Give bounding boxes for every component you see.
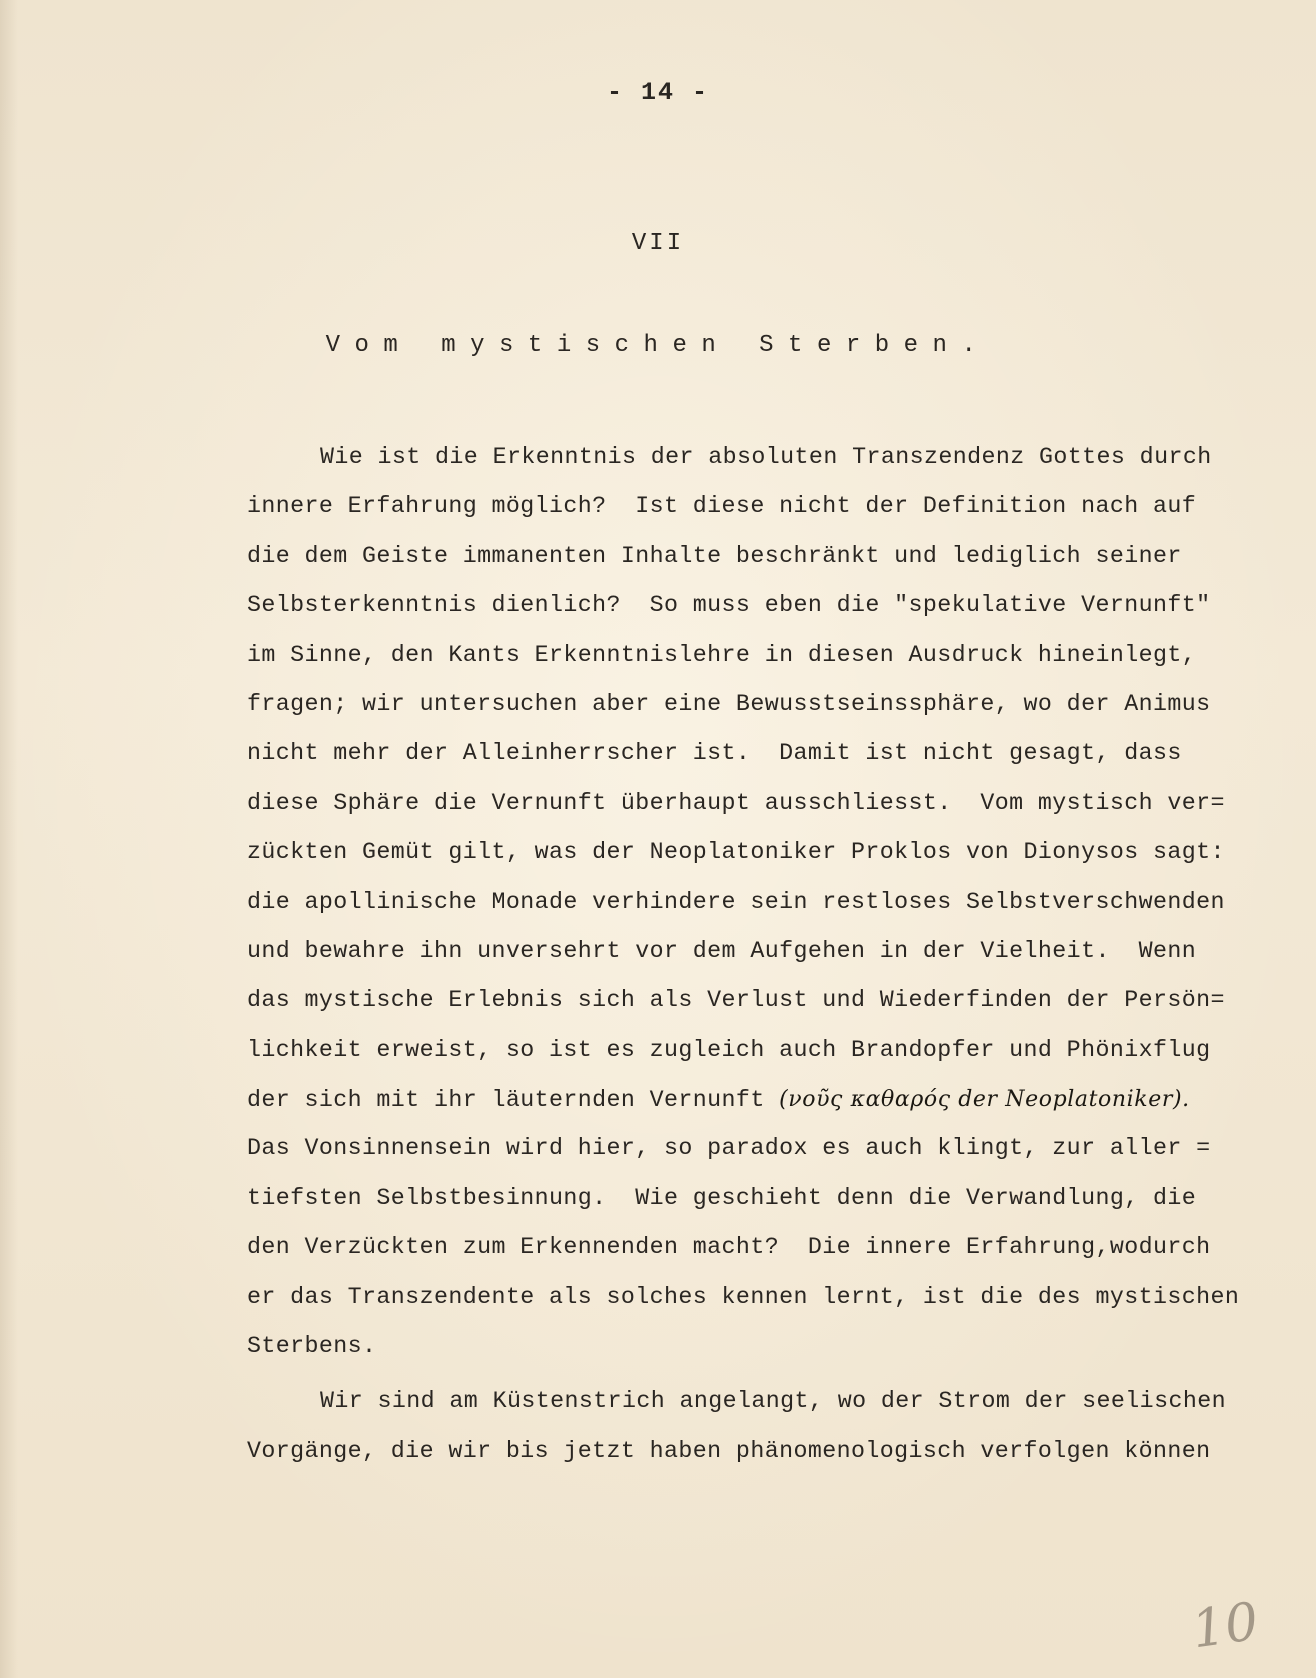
section-title: Vom mystischen Sterben. [325, 332, 991, 359]
text-line [247, 1427, 1267, 1476]
typed-text: lichkeit erweist, so ist es zugleich auch Brandopfer und Phönixflug [247, 1036, 1211, 1063]
typed-text: fragen; wir untersuchen aber eine Bewusstseinssphäre, wo der Animus [247, 690, 1211, 717]
typed-text: die dem Geiste immanenten Inhalte beschränkt und lediglich seiner [247, 542, 1182, 569]
text-line [247, 433, 1267, 482]
typed-text: tiefsten Selbstbesinnung. Wie geschieht denn die Verwandlung, die [247, 1184, 1197, 1211]
text-line [247, 532, 1267, 581]
page-number: - 14 - [606, 78, 709, 107]
paragraph-1 [247, 433, 1267, 1371]
typed-text: Vorgänge, die wir bis jetzt haben phänomenologisch verfolgen können [247, 1437, 1211, 1464]
typed-text: den Verzückten zum Erkennenden macht? Die innere Erfahrung,wodurch [247, 1234, 1211, 1261]
typed-text: nicht mehr der Alleinherrscher ist. Damit ist nicht gesagt, dass [247, 740, 1182, 767]
typed-text: das mystische Erlebnis sich als Verlust und Wiederfinden der Persön= [247, 987, 1225, 1014]
text-line [247, 927, 1267, 976]
text-line [247, 680, 1267, 729]
typed-text: im Sinne, den Kants Erkenntnislehre in diesen Ausdruck hineinlegt, [247, 641, 1197, 668]
text-line [247, 631, 1267, 680]
typed-text: der sich mit ihr läuternden Vernunft [247, 1087, 780, 1114]
text-line [247, 779, 1267, 828]
chapter-heading: VII [631, 230, 685, 257]
text-line [247, 1223, 1267, 1272]
text-line [247, 878, 1267, 927]
archive-page-count: 10 [1187, 1591, 1262, 1661]
typed-text: Das Vonsinnensein wird hier, so paradox es auch klingt, zur aller = [247, 1135, 1211, 1162]
text-line [247, 1273, 1267, 1322]
typed-text: Wie ist die Erkenntnis der absoluten Transzendenz Gottes durch [320, 444, 1212, 470]
paragraph-2 [247, 1377, 1267, 1476]
body-text [247, 433, 1267, 1476]
text-line [247, 729, 1267, 778]
text-line [247, 1026, 1267, 1075]
text-line [247, 1124, 1267, 1173]
typed-text: Selbsterkenntnis dienlich? So muss eben die "spekulative Vernunft" [247, 592, 1211, 619]
typed-text: zückten Gemüt gilt, was der Neoplatoniker Proklos von Dionysos sagt: [247, 839, 1225, 866]
text-line [247, 1377, 1267, 1426]
text-line [247, 828, 1267, 877]
typed-text: die apollinische Monade verhindere sein restloses Selbstverschwenden [247, 888, 1225, 915]
handwritten-annotation: (νοῦς καθαρός der Neoplatoniker). [779, 1087, 1190, 1113]
typed-text: und bewahre ihn unversehrt vor dem Aufgehen in der Vielheit. Wenn [247, 937, 1197, 964]
typed-text: Wir sind am Küstenstrich angelangt, wo der Strom der seelischen [320, 1388, 1226, 1415]
text-line [247, 1322, 1267, 1371]
text-line [247, 482, 1267, 531]
typed-text: innere Erfahrung möglich? Ist diese nicht der Definition nach auf [247, 493, 1197, 520]
text-line [247, 1174, 1267, 1223]
text-line [247, 976, 1267, 1025]
text-line [247, 1075, 1267, 1124]
typed-text: Sterbens. [247, 1333, 377, 1360]
typed-text: er das Transzendente als solches kennen lernt, ist die des mystischen [247, 1283, 1240, 1310]
text-line [247, 581, 1267, 630]
typed-text: diese Sphäre die Vernunft überhaupt ausschliesst. Vom mystisch ver= [247, 789, 1225, 816]
